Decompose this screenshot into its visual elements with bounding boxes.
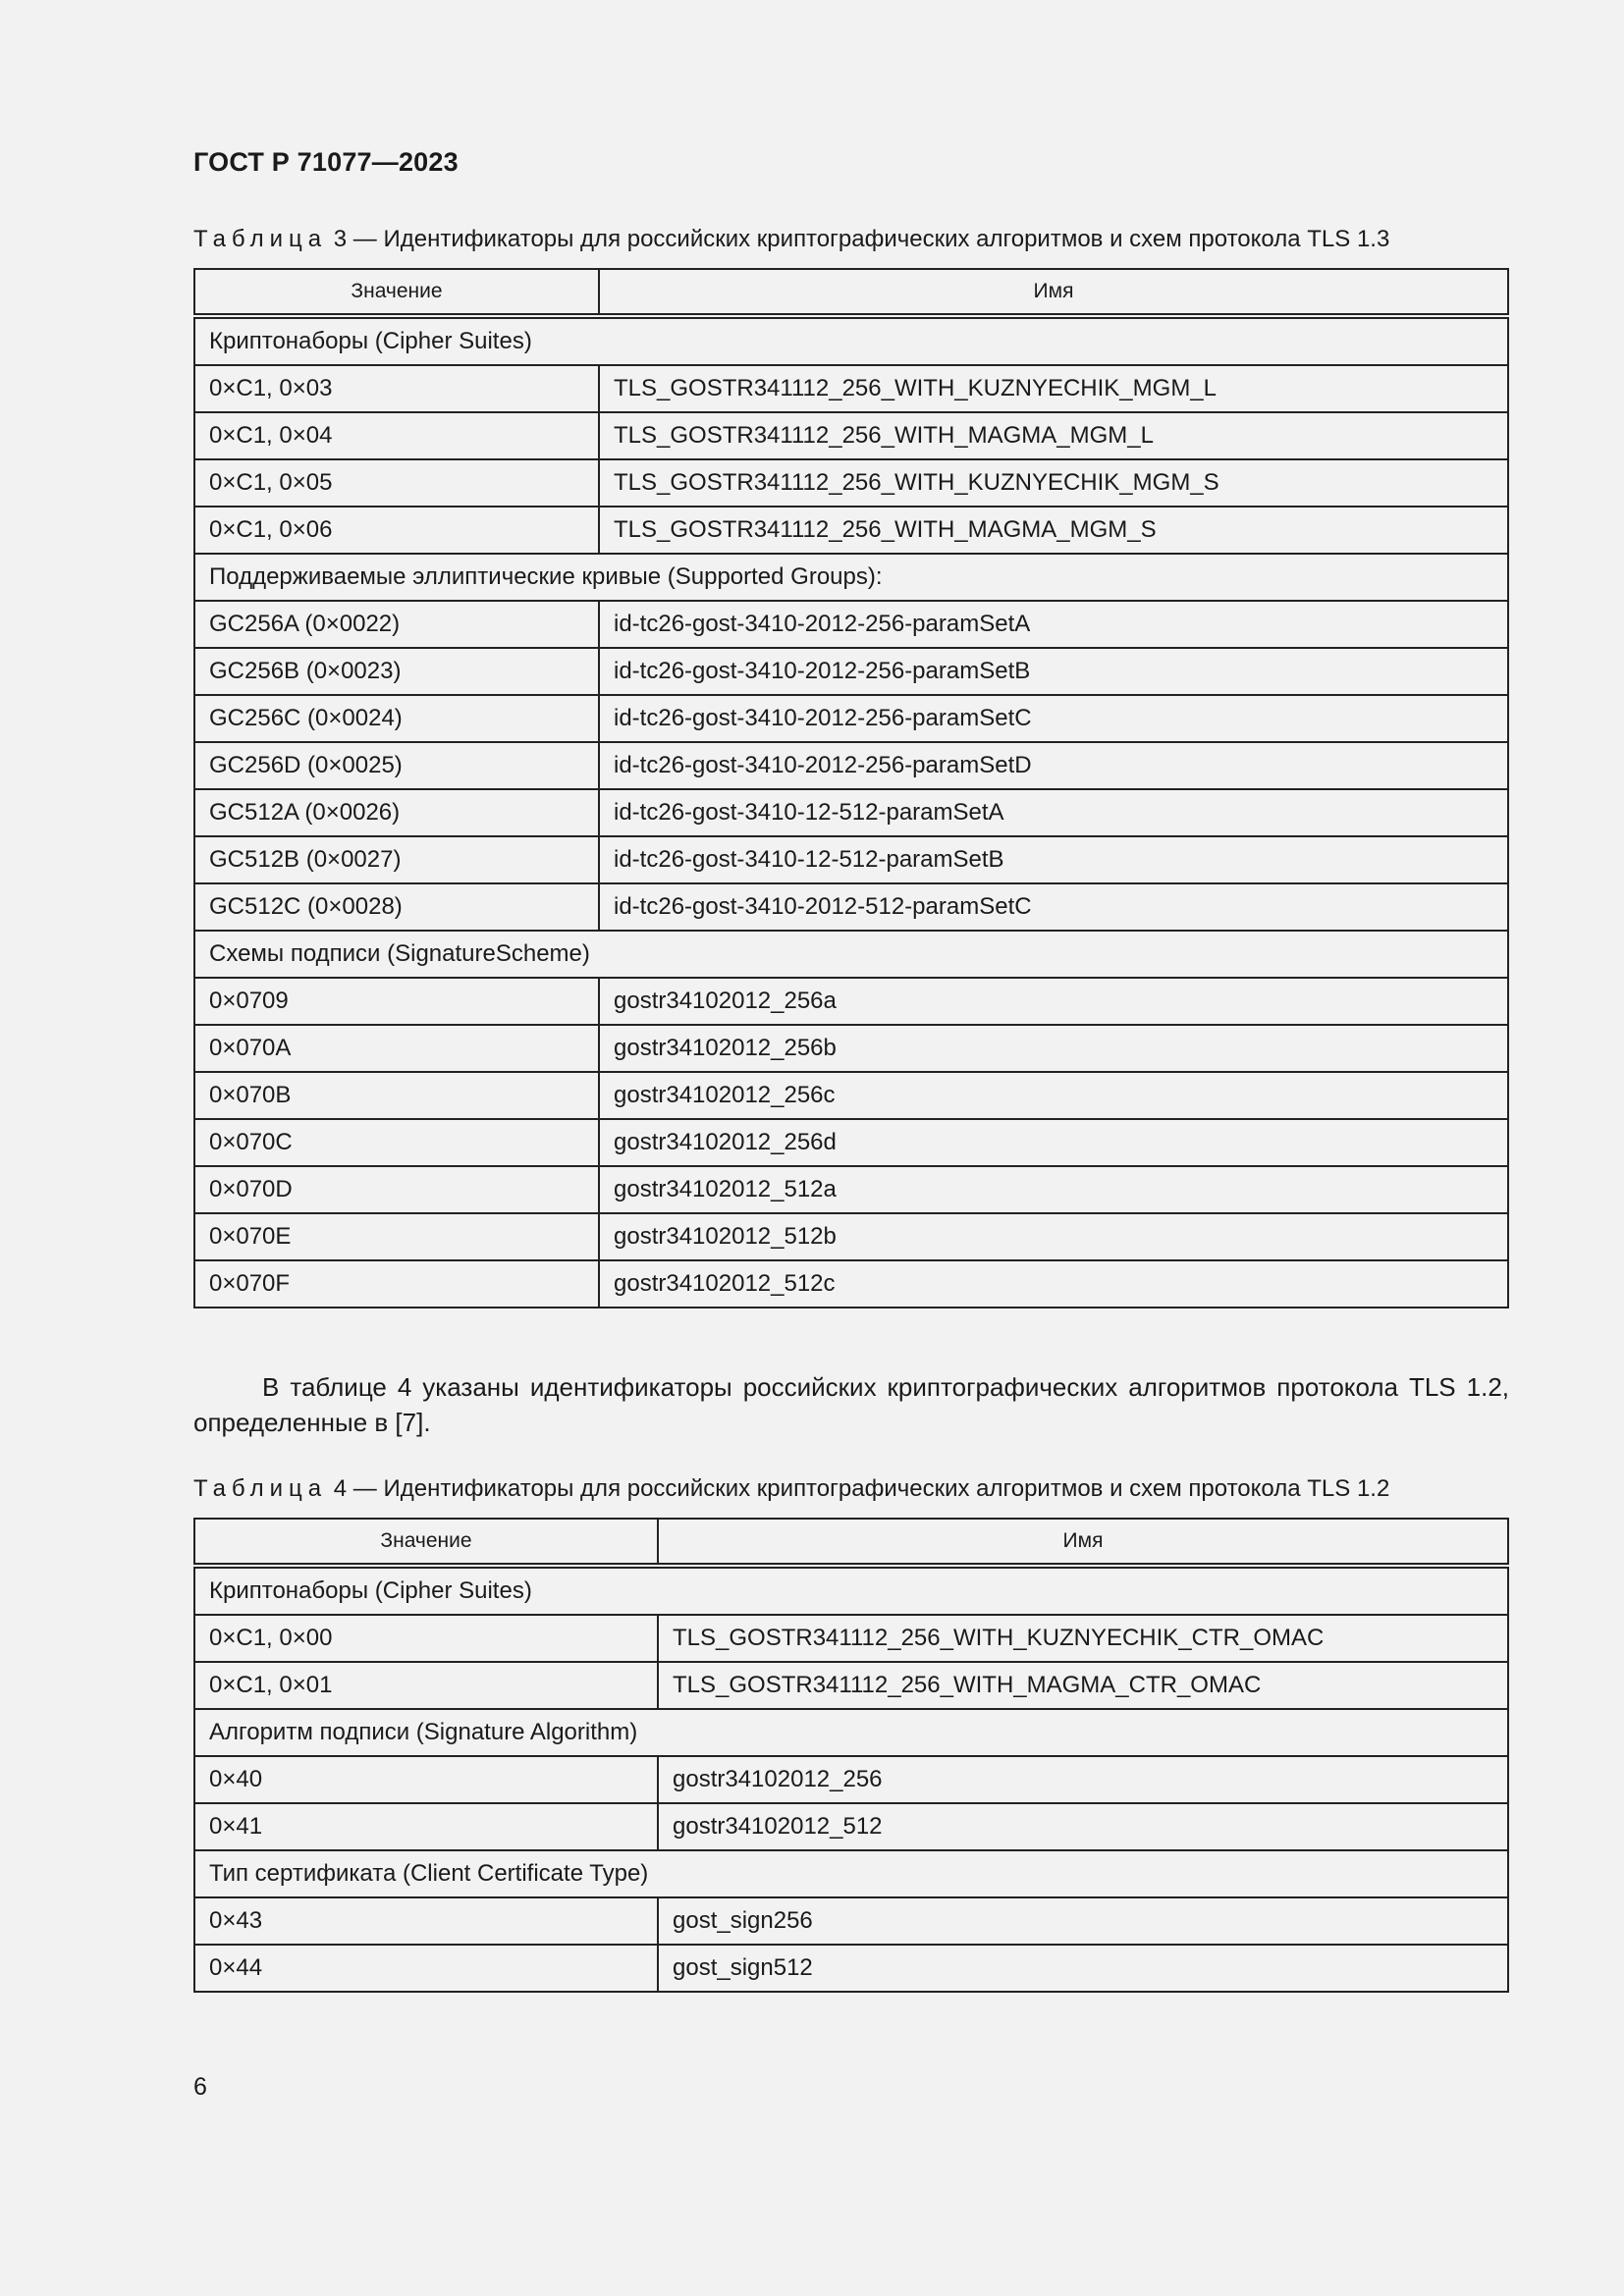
table4-section-row <box>194 1709 1508 1756</box>
table3-cell-value: 0×070E <box>194 1213 599 1260</box>
table3-cell-name: TLS_GOSTR341112_256_WITH_MAGMA_MGM_L <box>599 412 1508 459</box>
table3-row <box>194 1119 1508 1166</box>
table4-cell-value: 0×44 <box>194 1945 658 1992</box>
table4-cell-name: gostr34102012_512 <box>658 1803 1508 1850</box>
table3-cell-name: TLS_GOSTR341112_256_WITH_KUZNYECHIK_MGM_S <box>599 459 1508 507</box>
table3-row <box>194 1025 1508 1072</box>
table3-section-title: Поддерживаемые эллиптические кривые (Supported Groups): <box>194 554 1508 601</box>
table3-cell-value: 0×C1, 0×04 <box>194 412 599 459</box>
table4-cell-value: 0×C1, 0×01 <box>194 1662 658 1709</box>
table4-caption-prefix: Таблица <box>193 1475 328 1502</box>
table3-cell-value: GC256A (0×0022) <box>194 601 599 648</box>
table3-cell-value: GC256B (0×0023) <box>194 648 599 695</box>
table3-cell-name: id-tc26-gost-3410-12-512-paramSetA <box>599 789 1508 836</box>
table4-section-row <box>194 1566 1508 1615</box>
table4-body <box>194 1566 1508 1992</box>
table3-cell-name: id-tc26-gost-3410-2012-256-paramSetA <box>599 601 1508 648</box>
table3-cell-value: 0×C1, 0×03 <box>194 365 599 412</box>
table4-row <box>194 1945 1508 1992</box>
table4-section-row <box>194 1850 1508 1897</box>
page-number: 6 <box>193 2073 207 2101</box>
table3-cell-value: 0×070B <box>194 1072 599 1119</box>
table3-caption <box>193 226 1389 253</box>
table3 <box>193 268 1509 1308</box>
table3-row <box>194 507 1508 554</box>
table3-row <box>194 1260 1508 1308</box>
table4-cell-value: 0×C1, 0×00 <box>194 1615 658 1662</box>
table4-header-row <box>194 1519 1508 1566</box>
table4 <box>193 1518 1509 1993</box>
table4-row <box>194 1897 1508 1945</box>
table3-row <box>194 836 1508 883</box>
table3-cell-name: gostr34102012_256a <box>599 978 1508 1025</box>
table3-header-row <box>194 269 1508 316</box>
table4-section-title: Криптонаборы (Cipher Suites) <box>194 1566 1508 1615</box>
table3-cell-name: gostr34102012_256c <box>599 1072 1508 1119</box>
table4-section-title: Алгоритм подписи (Signature Algorithm) <box>194 1709 1508 1756</box>
table3-row <box>194 365 1508 412</box>
table4-header-name: Имя <box>658 1519 1508 1566</box>
table4-cell-name: gost_sign256 <box>658 1897 1508 1945</box>
table3-cell-name: id-tc26-gost-3410-2012-256-paramSetD <box>599 742 1508 789</box>
table3-cell-value: 0×070D <box>194 1166 599 1213</box>
table3-cell-value: 0×C1, 0×06 <box>194 507 599 554</box>
table4-cell-value: 0×41 <box>194 1803 658 1850</box>
table3-row <box>194 1166 1508 1213</box>
table4-cell-name: TLS_GOSTR341112_256_WITH_KUZNYECHIK_CTR_OMAC <box>658 1615 1508 1662</box>
table3-cell-name: gostr34102012_512c <box>599 1260 1508 1308</box>
table3-cell-name: id-tc26-gost-3410-2012-256-paramSetC <box>599 695 1508 742</box>
table4-header-value: Значение <box>194 1519 658 1566</box>
table3-row <box>194 601 1508 648</box>
table3-row <box>194 695 1508 742</box>
table3-cell-name: id-tc26-gost-3410-2012-512-paramSetC <box>599 883 1508 931</box>
table3-cell-value: GC512C (0×0028) <box>194 883 599 931</box>
table3-row <box>194 459 1508 507</box>
table4-cell-name: gostr34102012_256 <box>658 1756 1508 1803</box>
table4-section-title: Тип сертификата (Client Certificate Type) <box>194 1850 1508 1897</box>
table3-cell-value: GC256C (0×0024) <box>194 695 599 742</box>
table4-row <box>194 1803 1508 1850</box>
table3-section-row <box>194 554 1508 601</box>
table4-caption-text: 4 — Идентификаторы для российских криптографических алгоритмов и схем протокола TLS 1.2 <box>333 1475 1390 1502</box>
table3-caption-prefix: Таблица <box>193 226 328 252</box>
table4-cell-name: gost_sign512 <box>658 1945 1508 1992</box>
document-standard-id: ГОСТ Р 71077—2023 <box>193 147 459 177</box>
table3-row <box>194 648 1508 695</box>
table3-row <box>194 978 1508 1025</box>
table3-cell-name: gostr34102012_512b <box>599 1213 1508 1260</box>
table3-cell-value: 0×070C <box>194 1119 599 1166</box>
table4-row <box>194 1662 1508 1709</box>
table3-cell-name: gostr34102012_256d <box>599 1119 1508 1166</box>
table4-caption <box>193 1475 1389 1503</box>
table3-body <box>194 316 1508 1308</box>
table3-row <box>194 883 1508 931</box>
table3-section-title: Схемы подписи (SignatureScheme) <box>194 931 1508 978</box>
table4-row <box>194 1756 1508 1803</box>
table3-cell-value: GC512B (0×0027) <box>194 836 599 883</box>
table3-row <box>194 412 1508 459</box>
table3-section-row <box>194 316 1508 365</box>
table3-row <box>194 742 1508 789</box>
table4-cell-value: 0×40 <box>194 1756 658 1803</box>
table3-cell-name: TLS_GOSTR341112_256_WITH_KUZNYECHIK_MGM_L <box>599 365 1508 412</box>
table3-row <box>194 1072 1508 1119</box>
table3-header-value: Значение <box>194 269 599 316</box>
table3-cell-value: 0×0709 <box>194 978 599 1025</box>
table3-cell-name: id-tc26-gost-3410-2012-256-paramSetB <box>599 648 1508 695</box>
table3-cell-value: GC512A (0×0026) <box>194 789 599 836</box>
table3-cell-name: gostr34102012_512a <box>599 1166 1508 1213</box>
table3-cell-value: 0×070A <box>194 1025 599 1072</box>
table3-cell-value: 0×070F <box>194 1260 599 1308</box>
table3-cell-name: id-tc26-gost-3410-12-512-paramSetB <box>599 836 1508 883</box>
body-paragraph: В таблице 4 указаны идентификаторы российских криптографических алгоритмов протокола TLS 1.2, определенные в [7]. <box>193 1372 1509 1437</box>
table4-cell-name: TLS_GOSTR341112_256_WITH_MAGMA_CTR_OMAC <box>658 1662 1508 1709</box>
table4-row <box>194 1615 1508 1662</box>
table3-section-title: Криптонаборы (Cipher Suites) <box>194 316 1508 365</box>
table4-cell-value: 0×43 <box>194 1897 658 1945</box>
table3-cell-name: gostr34102012_256b <box>599 1025 1508 1072</box>
table3-section-row <box>194 931 1508 978</box>
table3-row <box>194 1213 1508 1260</box>
table3-row <box>194 789 1508 836</box>
table3-caption-text: 3 — Идентификаторы для российских криптографических алгоритмов и схем протокола TLS 1.3 <box>333 226 1390 252</box>
table3-cell-value: GC256D (0×0025) <box>194 742 599 789</box>
table3-header-name: Имя <box>599 269 1508 316</box>
table3-cell-value: 0×C1, 0×05 <box>194 459 599 507</box>
table3-cell-name: TLS_GOSTR341112_256_WITH_MAGMA_MGM_S <box>599 507 1508 554</box>
